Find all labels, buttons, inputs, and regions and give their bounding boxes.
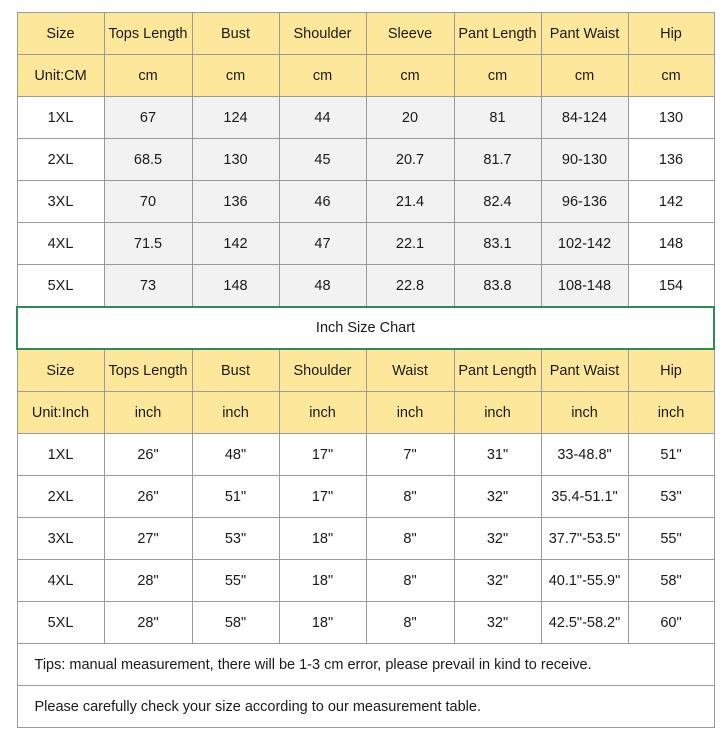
- cm-value-cell: 148: [192, 265, 279, 308]
- cm-header-cell: Sleeve: [366, 13, 454, 55]
- inch-table-row: [17, 518, 714, 560]
- inch-value-cell: 58": [192, 602, 279, 644]
- inch-unit-cell: inch: [279, 392, 366, 434]
- cm-value-cell: 71.5: [104, 223, 192, 265]
- tips-body: [17, 644, 714, 728]
- inch-value-cell: 18": [279, 560, 366, 602]
- inch-header-cell: Bust: [192, 349, 279, 392]
- cm-header-cell: Shoulder: [279, 13, 366, 55]
- cm-value-cell: 70: [104, 181, 192, 223]
- cm-value-cell: 20: [366, 97, 454, 139]
- inch-header-cell: Pant Length: [454, 349, 541, 392]
- cm-value-cell: 108-148: [541, 265, 628, 308]
- cm-value-cell: 22.8: [366, 265, 454, 308]
- cm-value-cell: 21.4: [366, 181, 454, 223]
- tip-check-size: Please carefully check your size according to our measurement table.: [17, 686, 714, 728]
- inch-value-cell: 27": [104, 518, 192, 560]
- cm-value-cell: 67: [104, 97, 192, 139]
- cm-header-cell: Size: [17, 13, 104, 55]
- inch-value-cell: 55": [192, 560, 279, 602]
- inch-header-cell: Tops Length: [104, 349, 192, 392]
- inch-value-cell: 53": [192, 518, 279, 560]
- inch-value-cell: 18": [279, 602, 366, 644]
- inch-table-row: [17, 434, 714, 476]
- inch-header-cell: Pant Waist: [541, 349, 628, 392]
- cm-value-cell: 90-130: [541, 139, 628, 181]
- cm-unit-cell: cm: [366, 55, 454, 97]
- cm-value-cell: 81.7: [454, 139, 541, 181]
- cm-value-cell: 136: [192, 181, 279, 223]
- cm-unit-cell: cm: [192, 55, 279, 97]
- cm-size-cell: 2XL: [17, 139, 104, 181]
- cm-table-row: [17, 97, 714, 139]
- cm-value-cell: 142: [192, 223, 279, 265]
- cm-header-cell: Bust: [192, 13, 279, 55]
- inch-value-cell: 33-48.8": [541, 434, 628, 476]
- inch-unit-cell: Unit:Inch: [17, 392, 104, 434]
- cm-header-row: [17, 13, 714, 55]
- inch-value-cell: 7": [366, 434, 454, 476]
- cm-table-row: [17, 223, 714, 265]
- cm-value-cell: 45: [279, 139, 366, 181]
- cm-value-cell: 130: [192, 139, 279, 181]
- cm-value-cell: 82.4: [454, 181, 541, 223]
- cm-unit-cell: Unit:CM: [17, 55, 104, 97]
- inch-size-cell: 5XL: [17, 602, 104, 644]
- cm-unit-cell: cm: [541, 55, 628, 97]
- inch-value-cell: 28": [104, 560, 192, 602]
- inch-unit-cell: inch: [541, 392, 628, 434]
- cm-value-cell: 46: [279, 181, 366, 223]
- cm-value-cell: 48: [279, 265, 366, 308]
- inch-header-cell: Waist: [366, 349, 454, 392]
- size-chart-table: [16, 12, 715, 728]
- inch-header-cell: Size: [17, 349, 104, 392]
- inch-size-cell: 1XL: [17, 434, 104, 476]
- inch-header-cell: Shoulder: [279, 349, 366, 392]
- inch-value-cell: 51": [628, 434, 714, 476]
- inch-header-row: [17, 349, 714, 392]
- inch-value-cell: 17": [279, 476, 366, 518]
- inch-value-cell: 31": [454, 434, 541, 476]
- cm-value-cell: 83.1: [454, 223, 541, 265]
- cm-value-cell: 142: [628, 181, 714, 223]
- inch-size-chart-title: Inch Size Chart: [17, 307, 714, 349]
- inch-table-row: [17, 560, 714, 602]
- cm-unit-cell: cm: [279, 55, 366, 97]
- inch-value-cell: 26": [104, 434, 192, 476]
- cm-value-cell: 81: [454, 97, 541, 139]
- cm-header-cell: Hip: [628, 13, 714, 55]
- inch-unit-row: [17, 392, 714, 434]
- cm-unit-cell: cm: [628, 55, 714, 97]
- cm-value-cell: 124: [192, 97, 279, 139]
- cm-value-cell: 47: [279, 223, 366, 265]
- inch-value-cell: 26": [104, 476, 192, 518]
- cm-table-row: [17, 265, 714, 308]
- cm-header-cell: Pant Length: [454, 13, 541, 55]
- cm-value-cell: 84-124: [541, 97, 628, 139]
- cm-value-cell: 83.8: [454, 265, 541, 308]
- inch-value-cell: 55": [628, 518, 714, 560]
- cm-size-cell: 4XL: [17, 223, 104, 265]
- inch-value-cell: 8": [366, 476, 454, 518]
- cm-value-cell: 44: [279, 97, 366, 139]
- inch-value-cell: 28": [104, 602, 192, 644]
- cm-value-cell: 154: [628, 265, 714, 308]
- size-chart-sheet: [16, 12, 713, 728]
- inch-table-row: [17, 602, 714, 644]
- inch-header-cell: Hip: [628, 349, 714, 392]
- cm-value-cell: 136: [628, 139, 714, 181]
- cm-size-cell: 1XL: [17, 97, 104, 139]
- inch-value-cell: 60": [628, 602, 714, 644]
- inch-value-cell: 32": [454, 476, 541, 518]
- inch-unit-cell: inch: [454, 392, 541, 434]
- inch-value-cell: 32": [454, 518, 541, 560]
- cm-value-cell: 22.1: [366, 223, 454, 265]
- inch-unit-cell: inch: [366, 392, 454, 434]
- inch-value-cell: 40.1"-55.9": [541, 560, 628, 602]
- inch-value-cell: 17": [279, 434, 366, 476]
- cm-size-cell: 3XL: [17, 181, 104, 223]
- inch-value-cell: 8": [366, 602, 454, 644]
- inch-title-body: [17, 307, 714, 349]
- inch-size-cell: 4XL: [17, 560, 104, 602]
- inch-table-row: [17, 476, 714, 518]
- cm-value-cell: 130: [628, 97, 714, 139]
- inch-size-cell: 2XL: [17, 476, 104, 518]
- inch-table-body: [17, 349, 714, 644]
- inch-value-cell: 48": [192, 434, 279, 476]
- cm-unit-row: [17, 55, 714, 97]
- inch-value-cell: 53": [628, 476, 714, 518]
- inch-unit-cell: inch: [628, 392, 714, 434]
- cm-unit-cell: cm: [104, 55, 192, 97]
- cm-table-row: [17, 139, 714, 181]
- inch-value-cell: 35.4-51.1": [541, 476, 628, 518]
- inch-value-cell: 42.5"-58.2": [541, 602, 628, 644]
- inch-value-cell: 32": [454, 602, 541, 644]
- cm-value-cell: 20.7: [366, 139, 454, 181]
- inch-unit-cell: inch: [192, 392, 279, 434]
- cm-value-cell: 148: [628, 223, 714, 265]
- inch-value-cell: 8": [366, 560, 454, 602]
- cm-size-cell: 5XL: [17, 265, 104, 308]
- inch-value-cell: 8": [366, 518, 454, 560]
- cm-unit-cell: cm: [454, 55, 541, 97]
- cm-value-cell: 102-142: [541, 223, 628, 265]
- inch-value-cell: 18": [279, 518, 366, 560]
- cm-table-body: [17, 13, 714, 308]
- cm-value-cell: 73: [104, 265, 192, 308]
- inch-size-cell: 3XL: [17, 518, 104, 560]
- inch-value-cell: 37.7"-53.5": [541, 518, 628, 560]
- cm-table-row: [17, 181, 714, 223]
- inch-unit-cell: inch: [104, 392, 192, 434]
- inch-value-cell: 58": [628, 560, 714, 602]
- cm-value-cell: 96-136: [541, 181, 628, 223]
- cm-header-cell: Tops Length: [104, 13, 192, 55]
- tip-measurement-error: Tips: manual measurement, there will be 1-3 cm error, please prevail in kind to receive.: [17, 644, 714, 686]
- cm-value-cell: 68.5: [104, 139, 192, 181]
- cm-header-cell: Pant Waist: [541, 13, 628, 55]
- inch-value-cell: 32": [454, 560, 541, 602]
- inch-value-cell: 51": [192, 476, 279, 518]
